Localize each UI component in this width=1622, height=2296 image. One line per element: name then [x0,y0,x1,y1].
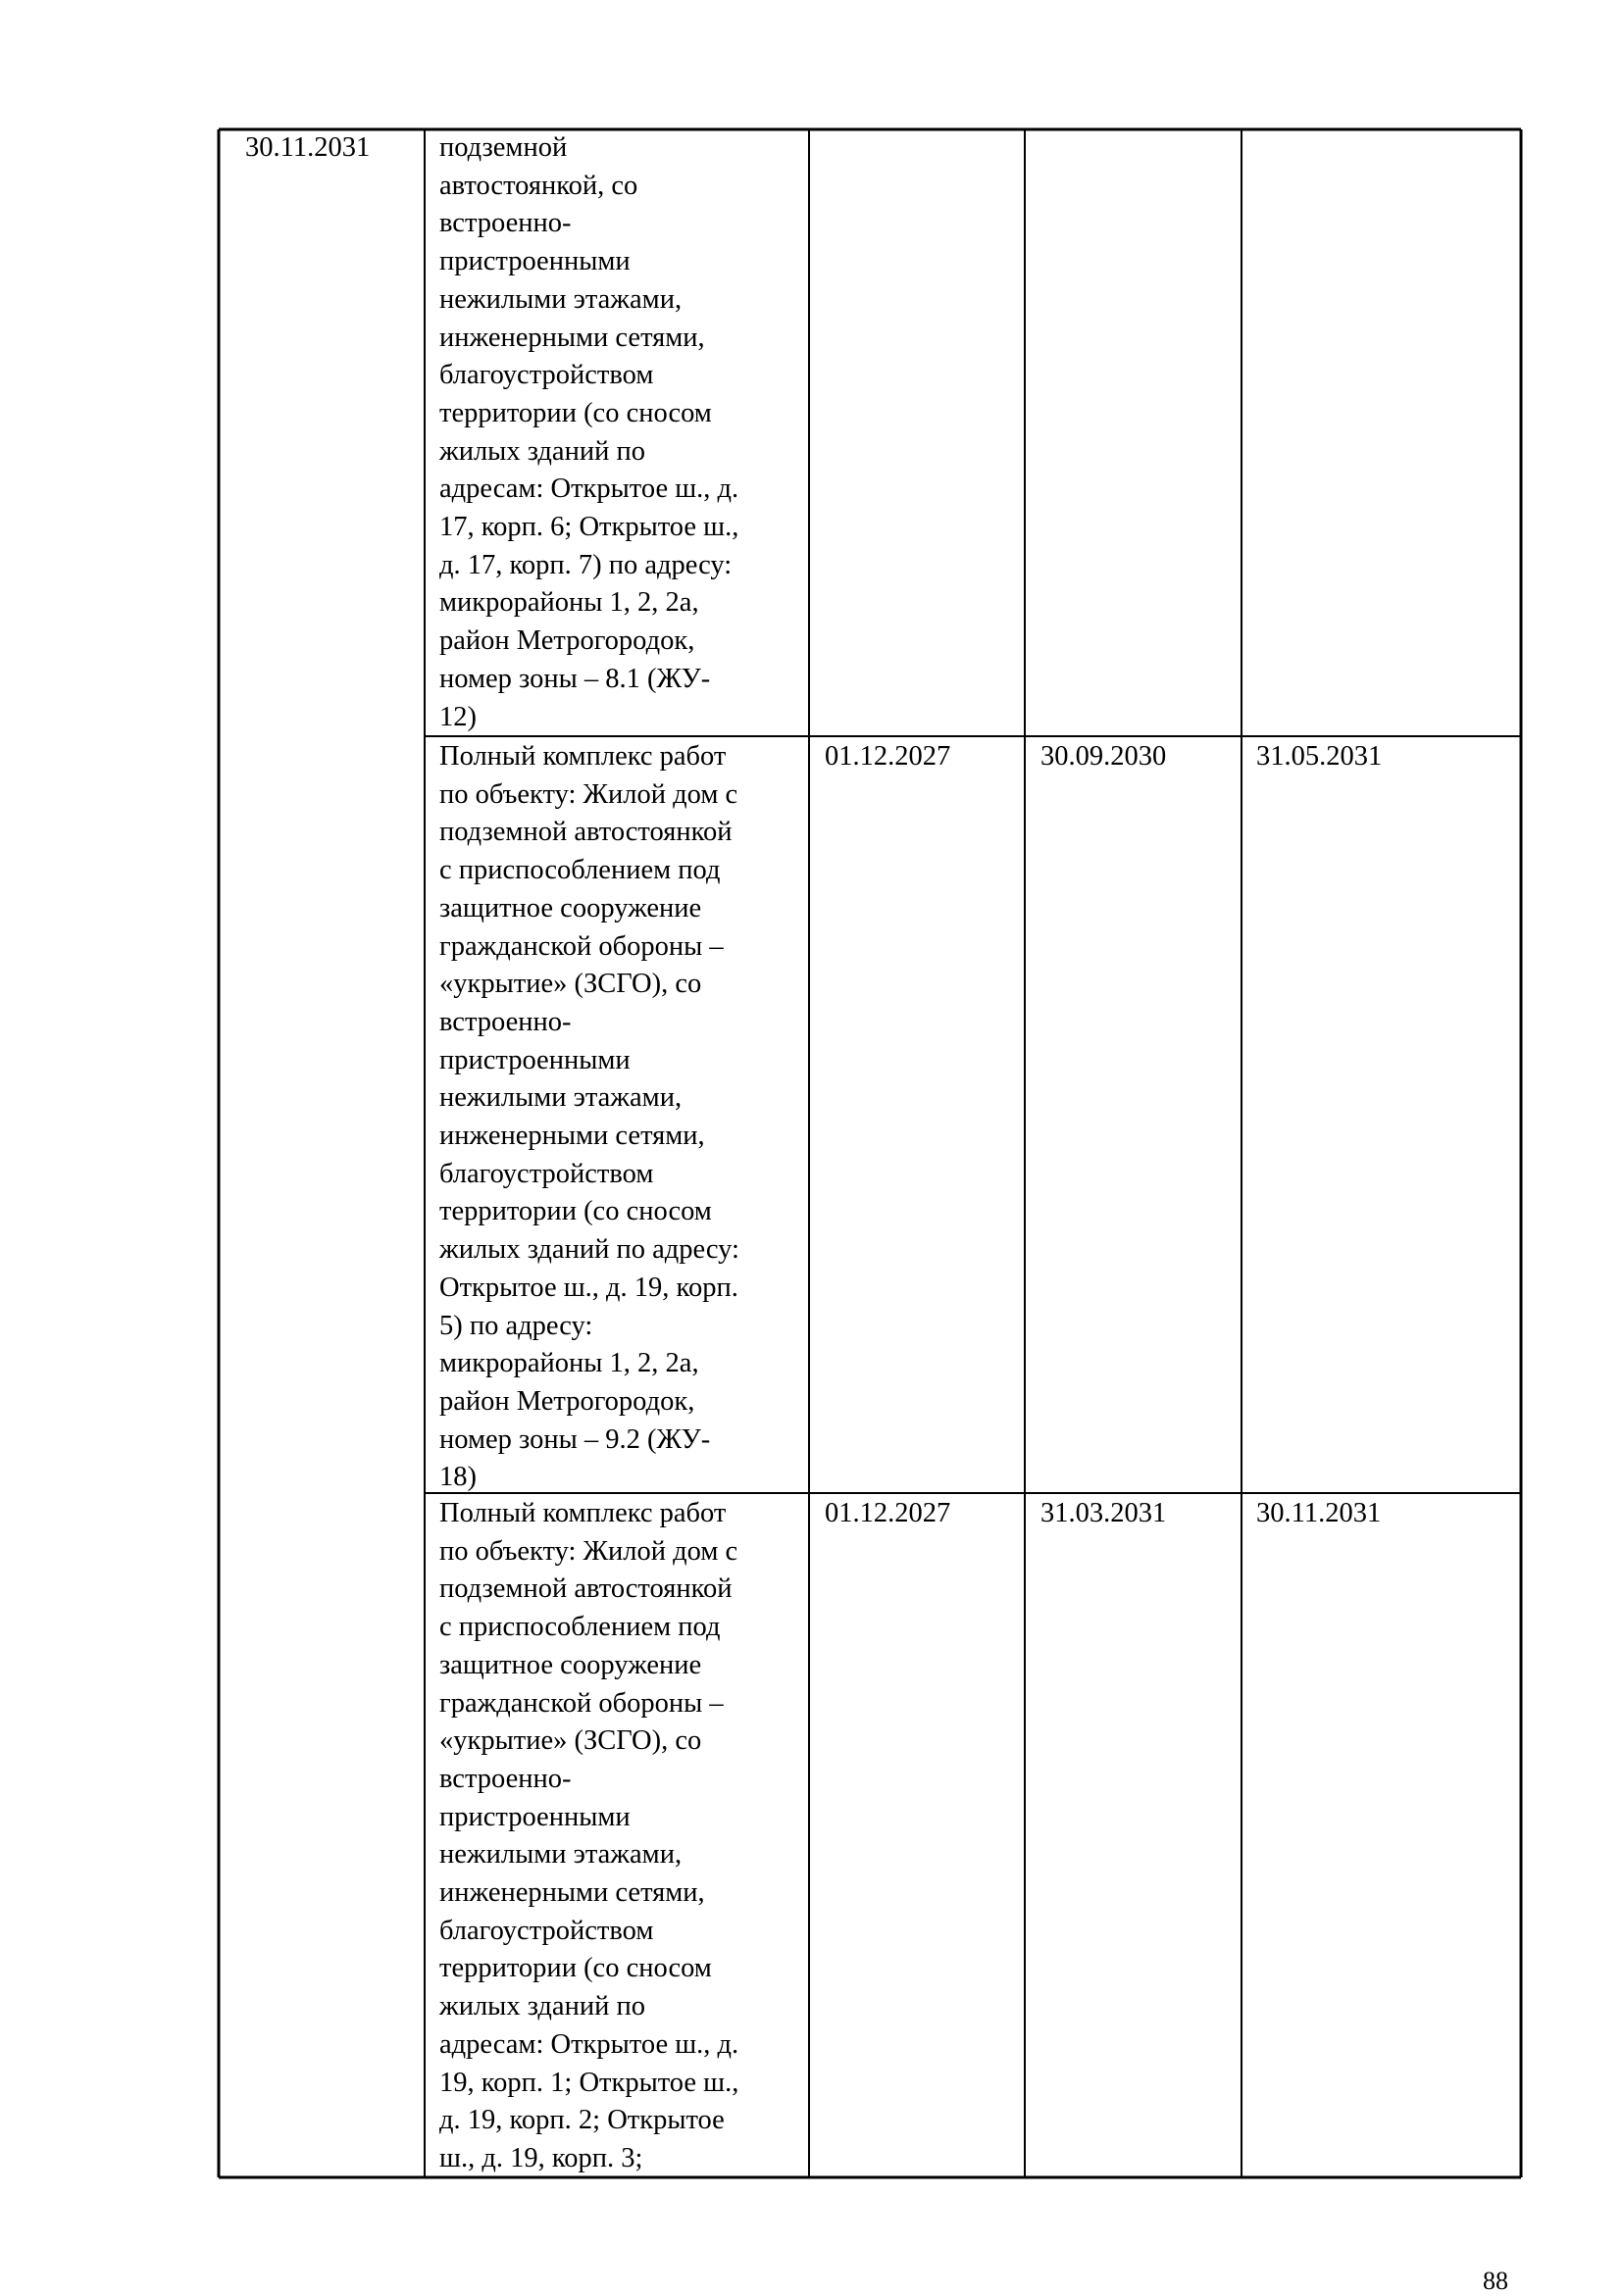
row-2-description-cell: Полный комплекс работ по объекту: Жилой дом с подземной автостоянкой с приспособлением под защитное сооружение гражданской обороны – «укрытие» (ЗСГО), со встроенно- пристроенными нежилыми этажами, инженерными сетями, благоустройством территории (со сносом жилых зданий по адресу: Открытое ш., д. 19, корп. 5) по адресу: микрорайоны 1, 2, 2а, район Метрогородок, номер зоны – 9.2 (ЖУ- 18) [439,741,739,1493]
row-2-start-date-cell: 01.12.2027 [825,741,951,772]
row-3-mid-date-cell: 31.03.2031 [1040,1498,1167,1528]
row-2-end-date-cell: 31.05.2031 [1256,741,1383,772]
row-1-date-cell: 30.11.2031 [245,132,371,163]
row-3-start-date-cell: 01.12.2027 [825,1498,951,1528]
row-3-end-date-cell: 30.11.2031 [1256,1498,1382,1528]
row-3-description-cell: Полный комплекс работ по объекту: Жилой дом с подземной автостоянкой с приспособлением под защитное сооружение гражданской обороны – «укрытие» (ЗСГО), со встроенно- пристроенными нежилыми этажами, инженерными сетями, благоустройством территории (со сносом жилых зданий по адресам: Открытое ш., д. 19, корп. 1; Открытое ш., д. 19, корп. 2; Открытое ш., д. 19, корп. 3; [439,1498,739,2173]
row-2-mid-date-cell: 30.09.2030 [1040,741,1167,772]
row-1-description-cell: подземной автостоянкой, со встроенно- пристроенными нежилыми этажами, инженерными сетями, благоустройством территории (со сносом жилых зданий по адресам: Открытое ш., д. 17, корп. 6; Открытое ш., д. 17, корп. 7) по адресу: микрорайоны 1, 2, 2а, район Метрогородок, номер зоны – 8.1 (ЖУ- 12) [439,132,739,732]
page-number: 88 [1483,2267,1508,2295]
